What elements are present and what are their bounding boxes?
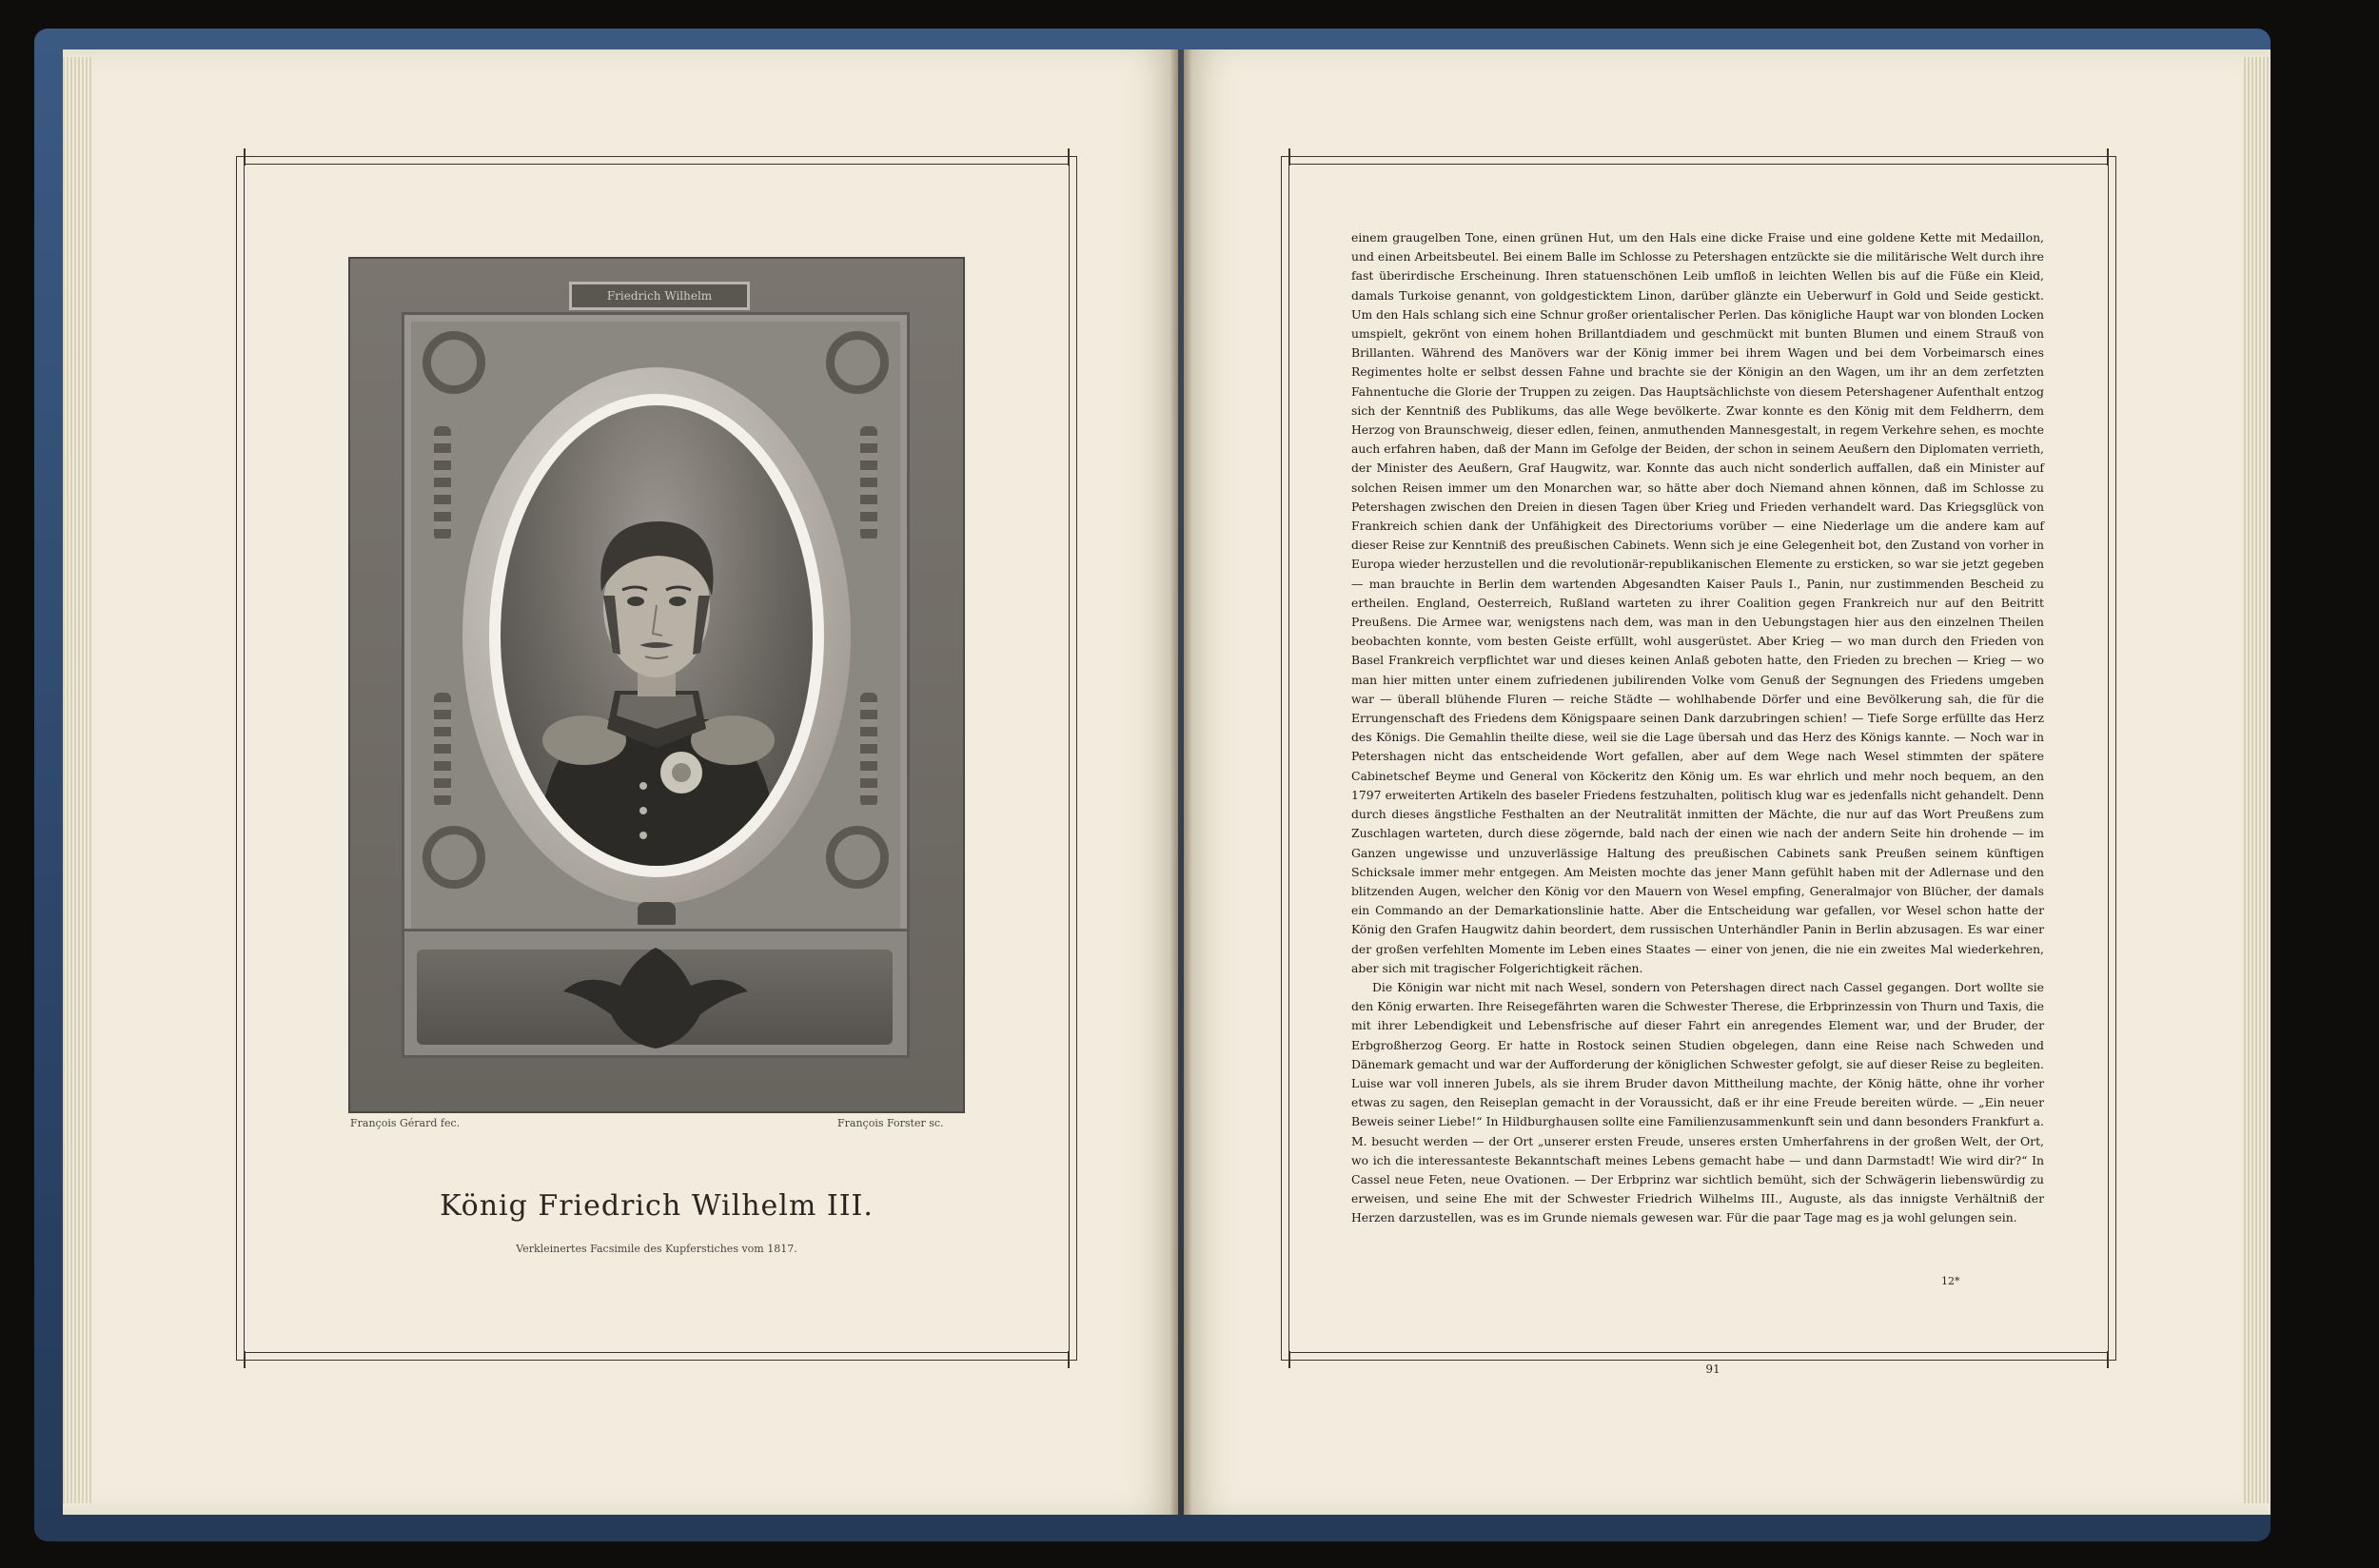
right-frame-tick <box>1288 148 1290 166</box>
right-frame-tick <box>2107 148 2109 166</box>
left-frame-tick <box>1068 148 1070 166</box>
book-gutter <box>1170 49 1191 1515</box>
left-frame-tick <box>244 1351 246 1368</box>
portrait-nameplate <box>569 282 750 310</box>
body-text <box>1351 228 2044 1228</box>
trophy-relief-band <box>402 929 910 1058</box>
engraver-credit-left: François Gérard fec. <box>350 1117 461 1129</box>
right-frame-tick <box>1288 1351 1290 1368</box>
laurel-wreath-icon <box>423 331 485 394</box>
engraver-credit-right: François Forster sc. <box>837 1117 944 1129</box>
crown-icon <box>638 902 676 925</box>
signature-mark: 12* <box>1941 1275 1960 1287</box>
ornament-icon <box>860 426 877 540</box>
ornament-icon <box>860 693 877 807</box>
ornament-icon <box>434 426 451 540</box>
paragraph: Die Königin war nicht mit nach Wesel, sondern von Petershagen direct nach Cassel gegangen. Dort wollte sie den König erwarten. Ihre Reisegefährten waren die Schwester Therese, die Erbprinzessin von Thurn und Taxis, die mit ihrer Lebendigkeit und Lebensfrische auf dieser Fahrt ein anregendes Element war, und der Bruder, der Erbgroßherzog Georg. Er hatte in Rostock seinen Studien obgelegen, dann eine Reise nach Schweden und Dänemark gemacht und war der Aufforderung der königlichen Schwester gefolgt, sie auf dieser Reise zu begleiten. Luise war voll inneren Jubels, als sie ihrem Bruder davon Mittheilung machte, der König hätte, ohne ihr vorher etwas zu sagen, den Reiseplan gemacht in der Voraussicht, daß er ihr eine Freude bereiten würde. — „Ein neuer Beweis seiner Liebe!“ In Hildburghausen sollte eine Familienzusammenkunft sein und dann besonders Frankfurt a. M. besucht werden — der Ort „unserer ersten Freude, unseres ersten Umherfahrens in der großen Welt, der Ort, wo ich die interessanteste Bekanntschaft meines Lebens gemacht habe — und dann Darmstadt! Wie wird dir?“ In Cassel neue Feten, neue Ovationen. — Der Erbprinz war sichtlich bemüht, sich der Schwägerin liebenswürdig zu erweisen, und seine Ehe mit der Schwester Friedrich Wilhelms III., Auguste, als das innigste Verhältniß der Herzen darzustellen, was es im Grunde niemals gewesen war. Für die paar Tage mag es ja wohl gelungen sein. <box>1351 979 2044 1225</box>
portrait-engraving <box>348 257 965 1113</box>
left-frame-tick <box>1068 1351 1070 1368</box>
paragraph: einem graugelben Tone, einen grünen Hut, um den Hals eine dicke Fraise und eine goldene Kette mit Medaillon, und einen Arbeitsbeutel. Bei einem Balle im Schlosse zu Petershagen entzückte sie die militärische Welt durch ihre fast überirdische Erscheinung. Ihren statuenschönen Leib umfloß in leichten Wellen bis auf die Füße ein Kleid, damals Turkoise genannt, von goldgesticktem Linon, darüber glänzte ein Ueberwurf in Gold und Seide gestickt. Um den Hals schlang sich eine Schnur großer orientalischer Perlen. Das königliche Haupt war von blonden Locken umspielt, gekrönt von einem hohen Brillantdiadem und geschmückt mit bunten Blumen und einem Strauß von Brillanten. Während des Manövers war der König immer bei ihrem Wagen und bei dem Vorbeimarsch eines Regimentes holte er selbst dessen Fahne und brachte sie der Königin an den Wagen, um ihr an dem zerfetzten Fahnentuche die Glorie der Truppen zu zeigen. Das Hauptsächlichste von diesem Petershagener Aufenthalt entzog sich der Kenntniß des Publikums, das alle Wege bevölkerte. Zwar konnte es den König mit dem Feldherrn, dem Herzog von Braunschweig, dieser edlen, feinen, anmuthenden Mannesgestalt, in regem Verkehre sehen, es mochte auch erfahren haben, daß der Mann im Gefolge der Beiden, der schon in seinem Aeußern den Diplomaten verrieth, der Minister des Aeußern, Graf Haugwitz, war. Konnte das auch nicht sonderlich auffallen, daß ein Minister auf solchen Reisen immer um den Monarchen war, so hätte aber doch Niemand ahnen können, daß im Schlosse zu Petershagen zwischen den Dreien in diesen Tagen über Krieg und Frieden verhandelt ward. Das Kriegsglück von Frankreich schien dank der Unfähigkeit des Directoriums vorüber — eine Niederlage um die andere kam auf dieser Reise zur Kenntniß des preußischen Cabinets. Wenn sich je eine Gelegenheit bot, den Zustand von vorher in Europa wieder herzustellen und die revolutionär-republikanischen Elemente zu ersticken, so war sie jetzt gegeben — man brauchte in Berlin dem wartenden Abgesandten Kaiser Pauls I., Panin, nur zustimmenden Bescheid zu ertheilen. England, Oesterreich, Rußland warteten zu ihrer Coalition gegen Frankreich nur auf den Beitritt Preußens. Die Armee war, wenigstens nach dem, was man in den Uebungstagen hier aus den einzelnen Theilen beobachten konnte, vom besten Geiste erfüllt, wohl ausgerüstet. Aber Krieg — wo man durch den Frieden von Basel Frankreich verpflichtet war und dieses keinen Anlaß geboten hatte, den Frieden zu brechen — Krieg — wo man hier mitten unter einem zufriedenen jubilirenden Volke vom Genuß der Segnungen des Friedens umgeben war — überall blühende Fluren — reiche Städte — wohlhabende Dörfer und eine Bevölkerung sah, die für die Errungenschaft des Friedens dem Königspaare seinen Dank darzubringen schien! — Tiefe Sorge erfüllte das Herz des Königs. Die Gemahlin theilte diese, weil sie die Lage übersah und das Herz des Königs kannte. — Noch war in Petershagen nicht das entscheidende Wort gefallen, aber auf dem Wege nach Wesel stimmten der spätere Cabinetschef Beyme und General von Köckeritz den König um. Es war ehrlich und mehr noch bequem, an den 1797 erweiterten Artikeln des baseler Friedens festzuhalten, politisch klug war es jedenfalls nicht gehandelt. Denn durch dieses ängstliche Festhalten an der Neutralität inmitten der Mächte, die nur auf das Wort Preußens zum Zuschlagen warteten, durch diese zögernde, bald nach der einen wie nach der andern Seite hin drohende — im Ganzen ungewisse und unzuverlässige Haltung des preußischen Cabinets sank Preußen seinem künftigen Schicksale immer mehr entgegen. Am Meisten mochte das jener Mann gefühlt haben mit der Adlernase und den blitzenden Augen, welcher den König vor den Mauern von Wesel empfing, Generalmajor von Blücher, der damals ein Commando an der Demarkationslinie hatte. Aber die Entscheidung war gefallen, vor Wesel schon hatte der König den Grafen Haugwitz dahin beordert, dem russischen Unterhändler Panin in Berlin abzusagen. Es war einer der großen verfehlten Momente im Leben eines Staates — einer von jenen, die nie ein zweites Mal wiederkehren, aber sich mit tragischer Folgerichtigkeit rächen. <box>1351 230 2044 975</box>
left-frame-tick <box>244 148 246 166</box>
portrait-frame <box>402 312 910 1058</box>
page-edges-left <box>63 57 91 1503</box>
portrait-figure <box>501 405 813 866</box>
ornament-icon <box>434 693 451 807</box>
eagle-icon <box>402 929 910 1058</box>
laurel-wreath-icon <box>826 331 889 394</box>
laurel-wreath-icon <box>826 826 889 889</box>
right-frame-tick <box>2107 1351 2109 1368</box>
portrait-image <box>501 405 813 866</box>
portrait-title: König Friedrich Wilhelm III. <box>440 1189 874 1223</box>
page-number: 91 <box>1705 1362 1720 1376</box>
page-edges-right <box>2242 57 2269 1503</box>
portrait-subtitle: Verkleinertes Facsimile des Kupferstiches vom 1817. <box>516 1243 797 1255</box>
nameplate-text: Friedrich Wilhelm <box>606 289 713 303</box>
laurel-wreath-icon <box>423 826 485 889</box>
